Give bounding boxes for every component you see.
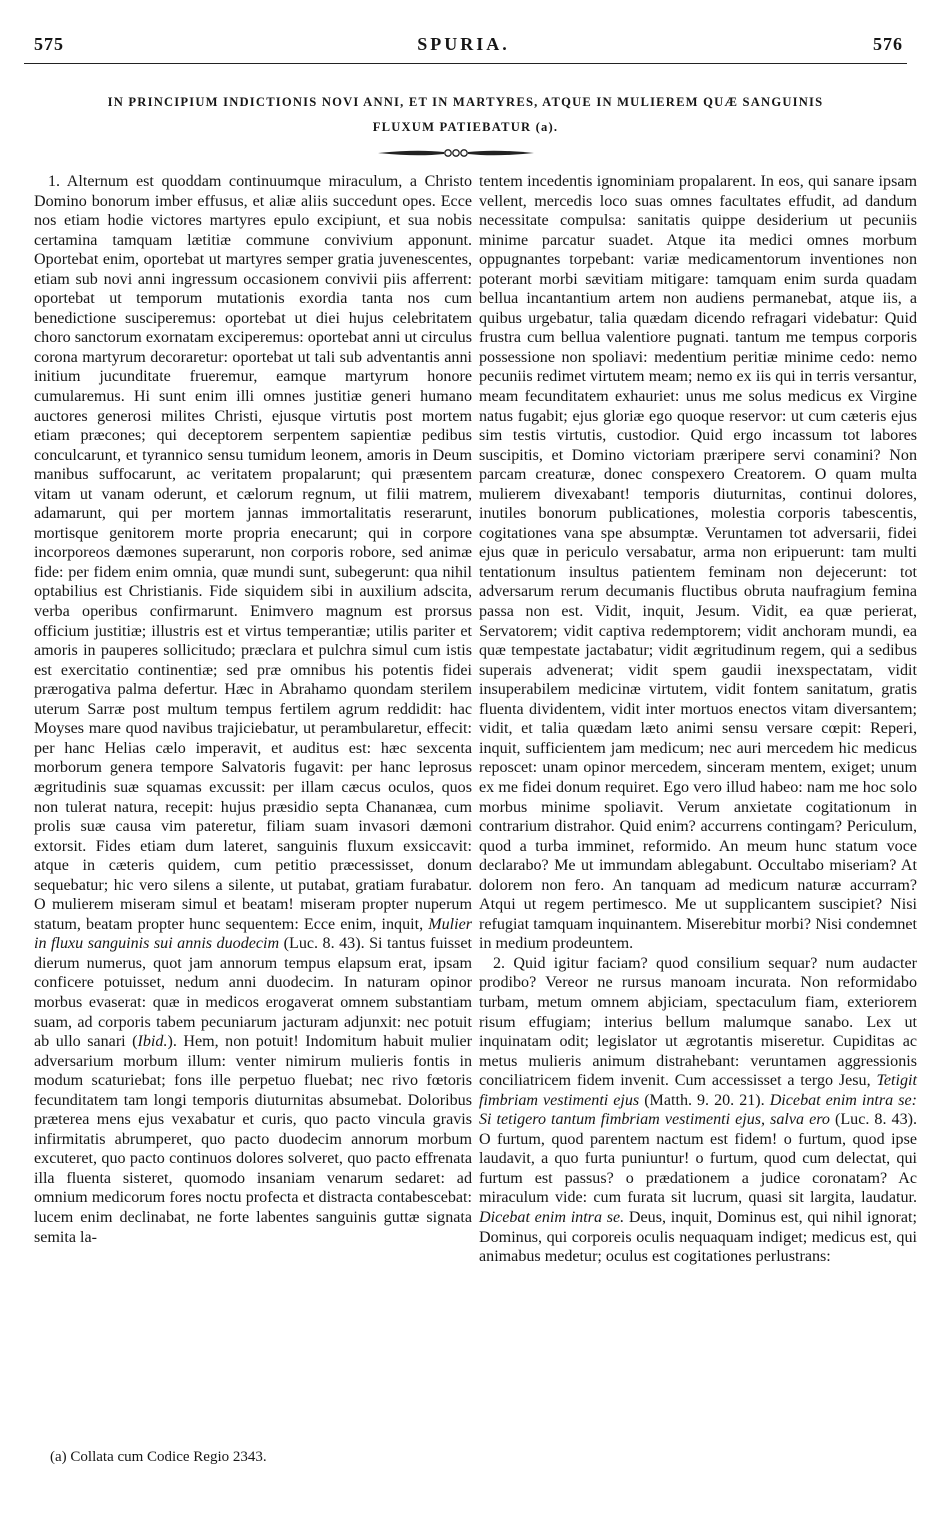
- sermon-title: [24, 90, 907, 140]
- footnote: (a) Collata cum Codice Regio 2343.: [50, 1449, 267, 1465]
- citation: Ibid.: [137, 1033, 168, 1051]
- citation: (Luc. 8. 43).: [834, 1111, 917, 1129]
- scripture-quote: Dicebat enim intra se.: [479, 1208, 625, 1226]
- ornament-divider-icon: [376, 146, 536, 160]
- right-column: [479, 172, 917, 1267]
- running-title: SPURIA.: [417, 34, 510, 54]
- scripture-quote: Mulier in fluxu sanguinis sui annis duodecim: [34, 915, 472, 953]
- citation: (Luc. 8. 43).: [283, 935, 365, 953]
- left-column: [34, 172, 472, 1247]
- right-page-number: 576: [873, 34, 903, 54]
- running-header: [24, 34, 903, 58]
- paragraph-1: 1. Alternum est quoddam continuumque miraculum, a Christo Domino bonorum imber effusus, et aliæ aliis succedunt opes. Ecce nos etiam hodie victores martyres epulo excipiunt, et sua nobis certamina tamquam lætitiæ commune convivium apponunt. Oportebat enim, oportebat ut martyres semper gratia juvenescentes, etiam sub novi anni ingressum occasionem convivii piis afferrent: oportebat ut temporum mutationis exordia tanta nos cum benedictione susciperemus: oportebat ut diei hujus celebritatem choro sanctorum exornatam exciperemus: oportebat anni ut circulus corona martyrum decoraretur: oportebat ut tali sub adventantis anni initium jucunditate frueremur, eamque martyrum honore cumularemus. Hi sunt enim illi omnes justitiæ generi humano auctores generosi milites Christi, ejusque virtutis post mortem etiam præcones; qui deceptorem serpentem sapientiæ pedibus conculcarunt, et tyrannico sensu tumidum leonem, amoris in Deum manibus suffocarunt, ac veritatem propalarunt; qui præsentem vitam ut vanam oderunt, et cælorum regnum, ut filii matrem, adamarunt, qui per mortem jannas immortalitatis reserarunt, mortisque genitorem morte propria enecarunt; qui in corpore incorporeos dæmones superarunt, non corporis robore, sed animæ fide: per fidem enim omnia, quæ mundi sunt, subegerunt: qua nihil optabilius est Christianis. Fide siquidem sibi in auxilium adscita, verba operibus confirmarunt. Enimvero magnum est prorsus officium justitiæ; illustris est et virtus temperantiæ; utilis pariter et amoris in pauperes sollicitudo; præclara et pulchra simul cum istis est exercitatio continentiæ; sed præ omnibus his potentis fidei prærogativa palma defertur. Hæc in Abrahamo quondam sterilem uterum Sarræ post multum tempus fertilem agrum reddidit: hac Moyses mare quod navibus trajiciebatur, ut perambularetur, effecit: per hanc Helias cælo imperavit, et auditus est: hæc sexcenta morborum genera tempore Salvatoris fugavit: per hanc leprosus ægritudinis suæ squamas excussit: per illam cæcus oculos, quos non tulerat natura, recepit: hujus præsidio septa Chananæa, cum prolis suæ causa vim pateretur, filiam suam invasori dæmoni extorsit. Fides etiam dum lateret, sanguinis fluxum exsiccavit: atque in cæteris quidem, cum petitio præcessisset, donum sequebatur; hic vero silens a silente, ut putabat, gratiam furabatur. O mulierem miseram simul et beatam! miseram propter nuperum statum, beatam propter hunc sequentem: Ecce enim, inquit, Mulier in fluxu sanguinis sui annis duodecim (Luc. 8. 43). Si tantus fuisset dierum numerus, quot jam annorum tempus elapsum erat, ipsam conficere potuisset, nedum anni duodecim. In naturam opinor morbus evaserat: quæ in medicos erogaverat omnem substantiam suam, ad corporis tabem pecuniarum jacturam adjunxit: nec potuit ab ullo sanari (Ibid.). Hem, non potuit! Indomitum habuit mulier adversarium morbum illum: venter nimirum mulieris fontis in modum scaturiebat; fons ille perpetuo fluebat; nec rivo fœtoris fecunditatem tam longi temporis diuturnitas absumebat. Doloribus præterea mens ejus vexabatur et curis, quo pacto vincula gravis infirmitatis abrumperet, quo pacto duodecim annorum morbum excuteret, quo pacto continuos dolores solveret, quo pacto effrenata illa fluenta sisteret, quomodo insaniam venarum sedaret: ad omnium medicorum fores noctu profecta et distracta contabescebat: lucem enim declinabat, ne forte labentes sanguinis guttæ signata semita la-: [34, 173, 472, 1246]
- scripture-quote: Dicebat enim intra se: Si tetigero tantum fimbriam vestimenti ejus, salva ero: [479, 1091, 917, 1129]
- scripture-quote: Tetigit fimbriam vestimenti ejus: [479, 1072, 917, 1109]
- left-page-number: 575: [34, 34, 64, 54]
- sermon-title-line-2: FLUXUM PATIEBATUR (a).: [372, 120, 559, 134]
- citation: (Matth. 9. 20. 21).: [644, 1091, 765, 1109]
- paragraph-2: 2. Quid igitur faciam? quod consilium sequar? num audacter prodibo? Vereor ne rursus manoam incurata. Non reformidabo turbam, metum omnem abjiciam, spectaculum fiam, exteriorem risum effugiam; interius bellum malumque sanabo. Lex ut inquinatam odit; legislator ut ægrotantis miseretur. Cupiditas ac metus mulieris animum distrahebant: veruntamen aggressionis conciliatricem fidem invenit. Cum accessisset a tergo Jesu, Tetigit fimbriam vestimenti ejus (Matth. 9. 20. 21). Dicebat enim intra se: Si tetigero tantum fimbriam vestimenti ejus, salva ero (Luc. 8. 43). O furtum, quod parentem nactum est fidem! o furtum, quod ipse laudavit, a quo furta puniuntur! o furtum, quod cum delectat, qui furtum est passus? o prædationem a judice coronatam? Ac miraculum vide: cum furata sit lucrum, quasi sit largita, laudatur. Dicebat enim intra se. Deus, inquit, Dominus est, qui nihil ignorat; Dominus, qui corporeis oculis nequaquam indiget; medicus est, qui animabus medetur; oculus est cogitationes perlustrans:: [479, 954, 917, 1266]
- sermon-title-line-1: IN PRINCIPIUM INDICTIONIS NOVI ANNI, ET IN MARTYRES, ATQUE IN MULIEREM QUÆ SANGUINIS: [107, 95, 824, 109]
- paragraph-1-continued: tentem incedentis ignominiam propalarent. In eos, qui sanare ipsam vellent, mercedis loco suas omnes facultates effudit, ad dandum necessitate compulsa: sanitatis quippe desiderium ut pecuniis minime parcatur suadet. Atque ita medici omnes morbum oppugnantes torpebant: variæ medicamentorum inventiones non poterant morbi sævitiam mitigare: tamquam enim surda quadam bellua incantantium artem non audiens permanebat, atque iis, a quibus urgebatur, talia quædam dicendo refragari videbatur: Quid frustra cum bellua valentiore pugnati. tantum me tempus corporis possessione non spoliavi: medentium peritiæ minime cedo: nemo pecuniis redimet virtutem meam; nemo ex iis qui in terris versantur, meam fecunditatem exhauriet: unus me solus medicus ex Virgine natus fugabit; ejus gloriæ ego quoque reservor: ut cum cæteris ejus sim testis virtutis, custodior. Quid ergo incassum tot labores suscipitis, et Domino victoriam præripere servi conamini? Non parcam creaturæ, donec conspexero Creatorem. O quam multa mulierem divexabant! temporis diuturnitas, continui dolores, inutiles bonorum publicationes, molestia corporis tabescentis, cogitationes vana spe absumptæ. Veruntamen tot adversarii, fidei ejus quæ in periculo versabatur, arma non eripuerunt: tam multi tentationum insultus patientem feminam non dejecerunt: tot adversarum rerum decumanis fluctibus obruta naufragium femina passa non est. Vidit, inquit, Jesum. Vidit, ea quæ perierat, Servatorem; vidit captiva redemptorem; vidit anchoram mundi, ea quæ tempestate jactabatur; vidit ægritudinum regem, qui a sedibus superais advenerat; vidit spem gaudii inexspectatam, vidit insuperabilem medicinæ virtutem, vidit fontem sanitatum, gratis fluenta dividentem, vidit inter mortuos enectos vitam diversantem; vidit, et talia quædam læto animi sensu versare cœpit: Reperi, inquit, sufficientem jam medicum; nec auri mercedem hic medicus reposcet: unam opinor mercedem, sinceram mentem, exiget; unum ex me fidei donum requiret. Ego vero illud habeo: nam me hoc solo morbus minime spoliavit. Verum anxietate cogitationum in contrarium distrahor. Quid enim? accurrens contingam? Periculum, quod a turba imminet, reformido. An meum hunc statum voce declarabo? Me ut immundam ablegabunt. Occultabo miseriam? At dolorem non fero. An tanquam ad medicum naturæ accurram? Atqui ut regem pertimesco. Me ut supplicantem suscipiet? Nisi refugiat tamquam inquinantem. Miserebitur morbi? Nisi condemnet in medium prodeuntem.: [479, 173, 917, 953]
- header-rule: [24, 63, 907, 64]
